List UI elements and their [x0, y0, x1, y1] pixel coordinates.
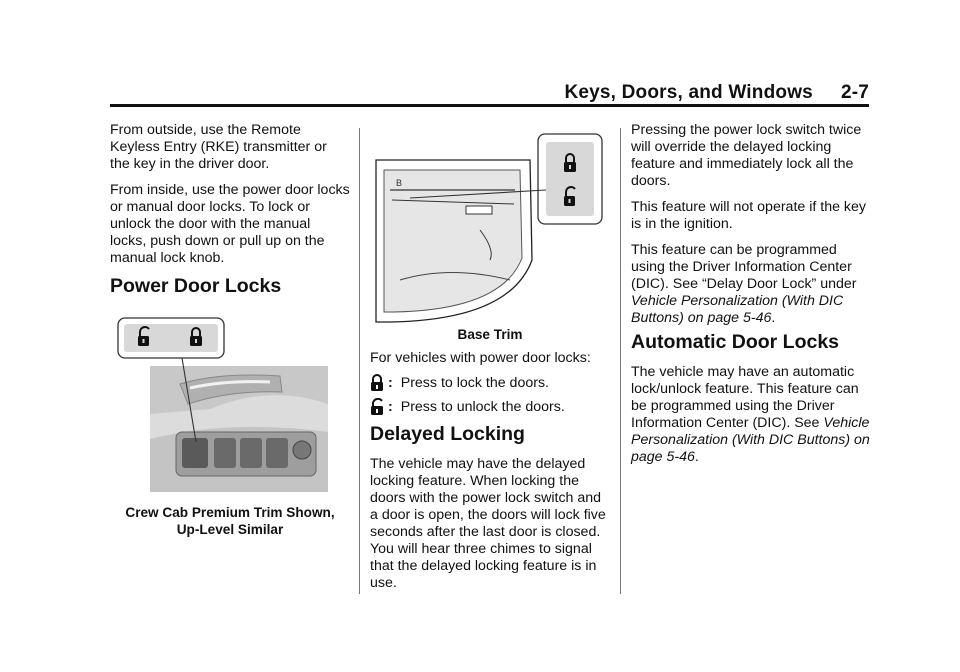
cross-reference-link[interactable]: Vehicle Personalization (With DIC Buttons) on page 5-46: [631, 293, 844, 326]
lock-open-icon: [370, 398, 384, 416]
column-1: [110, 122, 350, 542]
paragraph-delayed-locking: The vehicle may have the delayed locking feature. When locking the doors with the power lock switch and a door is open, the doors will lock five seconds after the last door is closed. You will hear three chimes to signal that the delayed locking feature is in use.: [370, 456, 606, 591]
paragraph-ignition: This feature will not operate if the key is in the ignition.: [631, 199, 867, 232]
lock-closed-icon: [370, 374, 384, 392]
cross-reference-link[interactable]: Vehicle Personalization (With DIC Buttons) on page 5-46: [631, 415, 870, 465]
lock-instruction: [370, 374, 610, 392]
figure-caption-base-trim: Base Trim: [457, 327, 523, 342]
lock-text: Press to lock the doors.: [400, 374, 549, 391]
running-header: [110, 82, 869, 104]
figure-base-trim: [370, 130, 610, 326]
paragraph-override: Pressing the power lock switch twice will override the delayed locking feature and immediately lock all the doors.: [631, 122, 862, 189]
paragraph-power-door-locks-intro: For vehicles with power door locks:: [370, 350, 591, 366]
column-3: [631, 122, 871, 582]
figure-crew-cab: [110, 314, 350, 494]
unlock-sep: :: [388, 398, 393, 415]
paragraph-inside: From inside, use the power door locks or manual door locks. To lock or unlock the door with the manual locks, push down or pull up on the manual lock knob.: [110, 182, 350, 266]
header-rule: [110, 104, 869, 107]
section-title: Keys, Doors, and Windows: [564, 82, 813, 103]
column-divider-1: [359, 128, 360, 594]
column-divider-2: [620, 128, 621, 594]
column-2: [370, 130, 610, 590]
heading-automatic-door-locks: Automatic Door Locks: [631, 331, 840, 353]
door-base-trim-illustration: [370, 130, 610, 326]
paragraph-automatic: The vehicle may have an automatic lock/unlock feature. This feature can be programmed using the Driver Information Center (DIC). See Vehicle Personalization (With DIC Buttons) on page 5-46.: [631, 364, 870, 465]
paragraph-programmed: This feature can be programmed using the Driver Information Center (DIC). See “Delay Door Lock” under Vehicle Personalization (With DIC Buttons) on page 5-46.: [631, 242, 857, 326]
figure-caption-crew-cab: Crew Cab Premium Trim Shown, Up-Level Similar: [125, 505, 335, 537]
svg-text:B: B: [396, 178, 403, 188]
unlock-text: Press to unlock the doors.: [400, 398, 565, 415]
heading-delayed-locking: Delayed Locking: [370, 423, 525, 445]
unlock-instruction: [370, 398, 610, 416]
paragraph-outside: From outside, use the Remote Keyless Entry (RKE) transmitter or the key in the driver door.: [110, 122, 327, 172]
heading-power-door-locks: Power Door Locks: [110, 275, 282, 297]
lock-sep: :: [388, 374, 393, 391]
page-number: 2-7: [840, 82, 869, 103]
door-panel-illustration: [110, 314, 350, 494]
